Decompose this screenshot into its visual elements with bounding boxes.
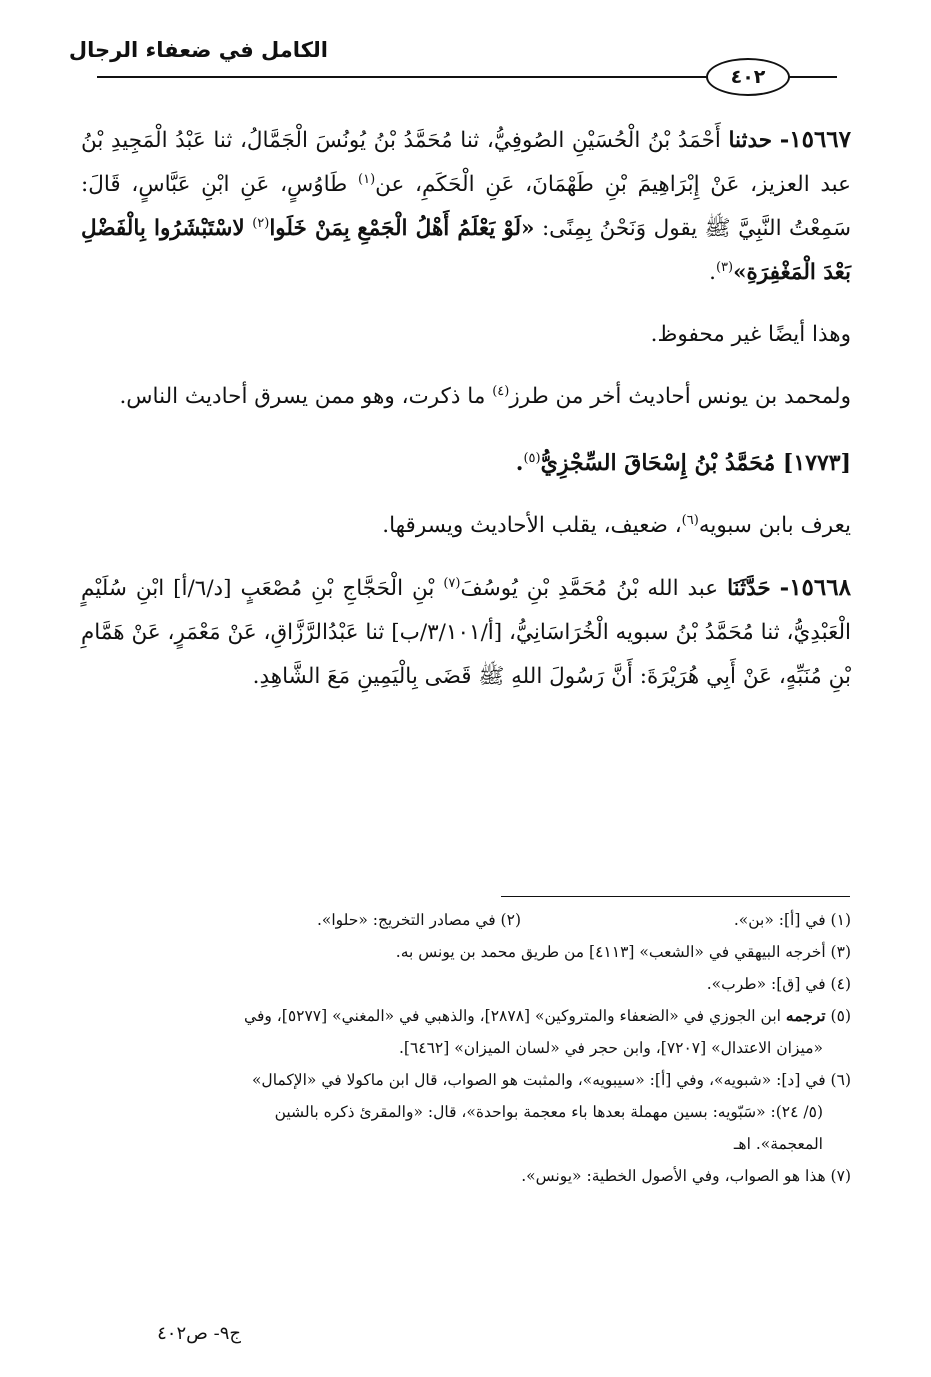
page-reference: ج٩- ص٤٠٢ — [157, 1323, 241, 1344]
isnad-text: أَحْمَدُ بْنُ الْحُسَيْنِ الصُوفِيُّ، ثنا مُحَمَّدُ بْنُ يُونُسَ الْجَمَّالُ، ثنا — [213, 128, 721, 153]
hadith-number: ١٥٦٦٨- — [779, 574, 851, 601]
matn-text: «لَوْ يَعْلَمُ أَهْلُ الْجَمْعِ — [357, 216, 535, 241]
comment-text: وهذا أيضًا غير محفوظ. — [650, 322, 851, 347]
matn-text: لاسْتَبْشَرُوا بِالْفَضْلِ بَعْدَ الْمَغْفِرَةِ» — [81, 216, 851, 285]
footnote-ref[interactable]: (١) — [358, 171, 376, 187]
description-text: ، ضعيف، يقلب الأحاديث ويسرقها. — [382, 513, 682, 538]
narrator-entry-heading — [81, 441, 851, 486]
footnote-3: (٣) أخرجه البيهقي في «الشعب» [٤١١٣] من طريق محمد بن يونس به. — [395, 943, 851, 961]
footnote-rule — [501, 896, 850, 897]
comment-text: ما ذكرت، وهو ممن يسرق أحاديث الناس. — [119, 384, 486, 409]
footnote-row — [81, 904, 851, 936]
footnote-ref[interactable]: (٥) — [523, 450, 541, 466]
comment-text: ولمحمد بن يونس أحاديث أخر من طرز — [509, 384, 851, 409]
running-title: الكامل في ضعفاء الرجال — [68, 38, 328, 62]
main-text — [81, 118, 851, 699]
hadith-15668 — [81, 566, 851, 699]
footnote-ref[interactable]: (٧) — [443, 575, 461, 591]
isnad-text: عبد الله بْنُ مُحَمَّدِ بْنِ يُوسُفَ — [460, 576, 719, 601]
footnotes — [81, 904, 851, 1192]
footnote-keyword: ترجمه — [785, 1006, 826, 1025]
entry-title: [١٧٧٣] مُحَمَّدُ بْنُ إِسْحَاقَ السِّجْزِيُّ — [540, 450, 851, 476]
footnote-5-continued: «ميزان الاعتدال» [٧٢٠٧]، وابن حجر في «لسان الميزان» [٦٤٦٢]. — [398, 1039, 823, 1057]
entry-description — [81, 504, 851, 548]
transmission-keyword: حَدَّثَنَا — [727, 576, 771, 601]
hadith-number: ١٥٦٦٧- — [779, 126, 852, 153]
punctuation: . — [709, 260, 716, 285]
footnote-1: (١) في [أ]: «بن». — [733, 911, 851, 929]
footnote-7: (٧) هذا هو الصواب، وفي الأصول الخطية: «يونس». — [521, 1167, 851, 1185]
isnad-text: عَنِ ابْنِ عَبَّاسٍ، قَالَ: سَمِعْتُ النَّبِيَّ ﷺ يقول وَنَحْنُ بِمِنًى: — [81, 172, 851, 241]
footnote-6-continued: المعجمة». اهـ — [733, 1135, 823, 1153]
footnote-ref[interactable]: (٣) — [715, 259, 734, 275]
matn-text: بِمَنْ خَلَوا — [269, 216, 350, 241]
footnote-6: (٦) في [د]: «شبويه»، وفي [أ]: «سيبويه»، والمثبت هو الصواب، قال ابن ماكولا في «الإكمال» — [251, 1071, 851, 1089]
page-number-badge: ٤٠٢ — [706, 58, 790, 96]
footnote-4: (٤) في [ق]: «طرب». — [706, 975, 851, 993]
comment-paragraph — [81, 375, 851, 419]
isnad-text: طَاوُسٍ، — [280, 172, 348, 197]
transmission-keyword: حدثنا — [728, 128, 773, 153]
footnote-5 — [81, 1000, 851, 1032]
footnote-ref[interactable]: (٦) — [681, 512, 699, 528]
isnad-text: عَبْدُ الْمَجِيدِ بْنُ عبد العزيز، عَنْ إِبْرَاهِيمَ بْنِ طَهْمَانَ، عَنِ الْحَكَمِ، عن — [81, 128, 851, 197]
hadith-15667 — [81, 118, 851, 295]
punctuation: . — [515, 450, 524, 476]
description-text: يعرف بابن سبويه — [698, 513, 851, 538]
footnote-2: (٢) في مصادر التخريج: «حلوا». — [316, 911, 521, 929]
footnote-text: ابن الجوزي في «الضعفاء والمتروكين» [٢٨٧٨]، والذهبي في «المغني» [٥٢٧٧]، وفي — [244, 1007, 781, 1025]
isnad-text: بْنِ الْحَجَّاجِ بْنِ مُصْعَبٍ [د/٦/أ] ابْنِ سُلَيْمٍ الْعَبْدِيُّ، ثنا مُحَمَّدُ بْنُ سبويه الْخُرَاسَانِيُّ، [أ/٣/١٠١/ب] ثنا عَبْدُالرَّزَّاقِ، عَنْ مَعْمَرٍ، عَنْ هَمَّامِ بْنِ مُنَبِّهٍ، عَنْ أَبِي هُرَيْرَةَ: أَنَّ رَسُولَ اللهِ ﷺ قَضَى بِالْيَمِينِ مَعَ الشَّاهِدِ. — [81, 576, 851, 689]
footnote-6-continued: (٥/ ٢٤): «سَبّويه: بسين مهملة بعدها باء معجمة بواحدة»، قال: «والمقرئ ذكره بالشين — [274, 1103, 823, 1121]
footnote-number: (٥) — [830, 1007, 851, 1025]
footnote-ref[interactable]: (٢) — [252, 215, 270, 231]
footnote-ref[interactable]: (٤) — [492, 383, 510, 399]
